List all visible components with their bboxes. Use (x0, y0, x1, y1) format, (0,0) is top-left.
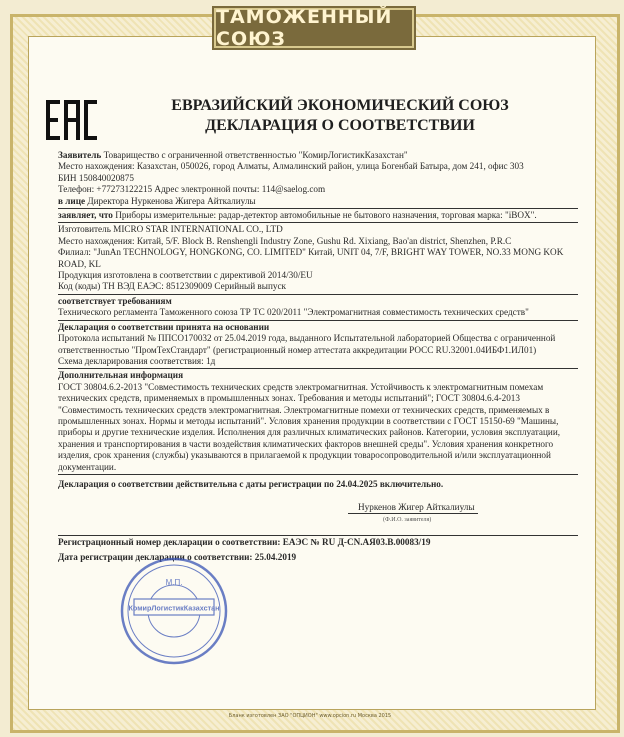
directive: Продукция изготовлена в соответствии с директивой 2014/30/EU (58, 270, 313, 281)
svg-text:КомирЛогистикКазахстан: КомирЛогистикКазахстан (128, 603, 220, 613)
company-stamp-icon (118, 555, 230, 667)
validity: Декларация о соответствии действительна с даты регистрации по 24.04.2025 включительно. (58, 478, 444, 489)
manufacturer-address: Место нахождения: Китай, 5/F. Block B. Renshengli Industry Zone, Gushu Rd. Xixiang, Bao'an district, Shenzhen, P.R.C (58, 235, 512, 246)
divider (58, 208, 578, 209)
svg-text:М.П.: М.П. (165, 578, 183, 587)
divider (58, 535, 578, 536)
declares-line (58, 210, 578, 221)
document-title (150, 96, 530, 136)
title-declaration: ДЕКЛАРАЦИЯ О СООТВЕТСТВИИ (205, 117, 475, 134)
title-union: ЕВРАЗИЙСКИЙ ЭКОНОМИЧЕСКИЙ СОЮЗ (171, 97, 509, 114)
declares-text: Приборы измерительные: радар-детектор автомобильные не бытового назначения, торговая марка: "iBOX". (115, 210, 537, 221)
divider (58, 320, 578, 321)
divider (58, 368, 578, 369)
basis-label: Декларация о соответствии принята на основании (58, 321, 270, 332)
document-body (58, 150, 578, 563)
declares-label: заявляет, что (58, 210, 113, 221)
registration-number: Регистрационный номер декларации о соответствии: ЕАЭС № RU Д-CN.АЯ03.В.00083/19 (58, 537, 431, 548)
divider (58, 474, 578, 475)
applicant-address: Место нахождения: Казахстан, 050026, город Алматы, Алмалинский район, улица Богенбай Батыра, дом 241, офис 303 (58, 161, 524, 172)
extra-text: ГОСТ 30804.6.2-2013 "Совместимость технических средств электромагнитная. Устойчивость к электромагнитным помехам технических средств, применяемых в промышленных зонах. Требования и методы испытаний"; ГОСТ 30804.6.4-2013 "Совместимость технических средств электромагнитная. Электромагнитные помехи от технических средств, применяемых в промышленных зонах. Нормы и методы испытаний". Условия хранения продукции в соответствии с ГОСТ 15150-69 "Машины, приборы и другие технические изделия. Исполнения для различных климатических районов. Категории, условия эксплуатации, хранения и транспортирования в части воздействия климатических факторов внешней среды". Условия хранения конкретного изделия, срок хранения (службы) указываются в прилагаемой к продукции товаросопроводительной и/или эксплуатационной документации. (58, 381, 561, 472)
divider (58, 222, 578, 223)
basis-text: Протокола испытаний № ППСО170032 от 25.04.2019 года, выданного Испытательной лабораторией Общества с ограниченной ответственностью "ПромТехСтандарт" (регистрационный номер аттестата аккредитации РОСС RU.32001.04ИБФ1.ИЛ01) (58, 333, 556, 355)
applicant-line (58, 150, 578, 161)
requirements-label: соответствует требованиям (58, 295, 172, 306)
requirements-text: Технического регламента Таможенного союза ТР ТС 020/2011 "Электромагнитная совместимость технических средств" (58, 307, 529, 318)
applicant-label: Заявитель (58, 150, 102, 160)
applicant-contacts: Телефон: +77273122215 Адрес электронной почты: 114@saelog.com (58, 184, 326, 195)
signature-block (58, 490, 578, 534)
branch: Филиал: "JunAn TECHNOLOGY, HONGKONG, CO. LIMITED" Китай, UNIT 04, 7/F, BRIGHT WAY TOWER, NO.33 MONG KOK ROAD, KL (58, 247, 564, 269)
extra-label: Дополнительная информация (58, 370, 184, 381)
applicant-bin: БИН 150840020875 (58, 172, 134, 183)
divider (58, 294, 578, 295)
form-footer: Бланк изготовлен ЗАО "ОПЦИОН" www.opcion.ru Москва 2015 (228, 713, 392, 719)
eac-logo-icon (44, 96, 98, 144)
manufacturer: Изготовитель MICRO STAR INTERNATIONAL CO., LTD (58, 224, 283, 235)
applicant-name: Товарищество с ограниченной ответственностью "КомирЛогистикКазахстан" (103, 150, 408, 160)
customs-union-banner (214, 8, 414, 48)
person-text: Директора Нуркенова Жигера Айткалиулы (87, 195, 256, 206)
banner-text: ТАМОЖЕННЫЙ СОЮЗ (216, 6, 393, 50)
tn-code: Код (коды) ТН ВЭД ЕАЭС: 8512309009 Серийный выпуск (58, 281, 286, 292)
signer-name: Нуркенов Жигер Айткалиулы (358, 502, 475, 513)
person-label: в лице (58, 195, 86, 206)
signer-caption: (Ф.И.О. заявителя) (383, 517, 432, 524)
registration-date: Дата регистрации декларации о соответствии: 25.04.2019 (58, 551, 297, 562)
signature-line (348, 513, 478, 514)
person-line (58, 196, 578, 207)
scheme: Схема декларирования соответствия: 1д (58, 355, 216, 366)
